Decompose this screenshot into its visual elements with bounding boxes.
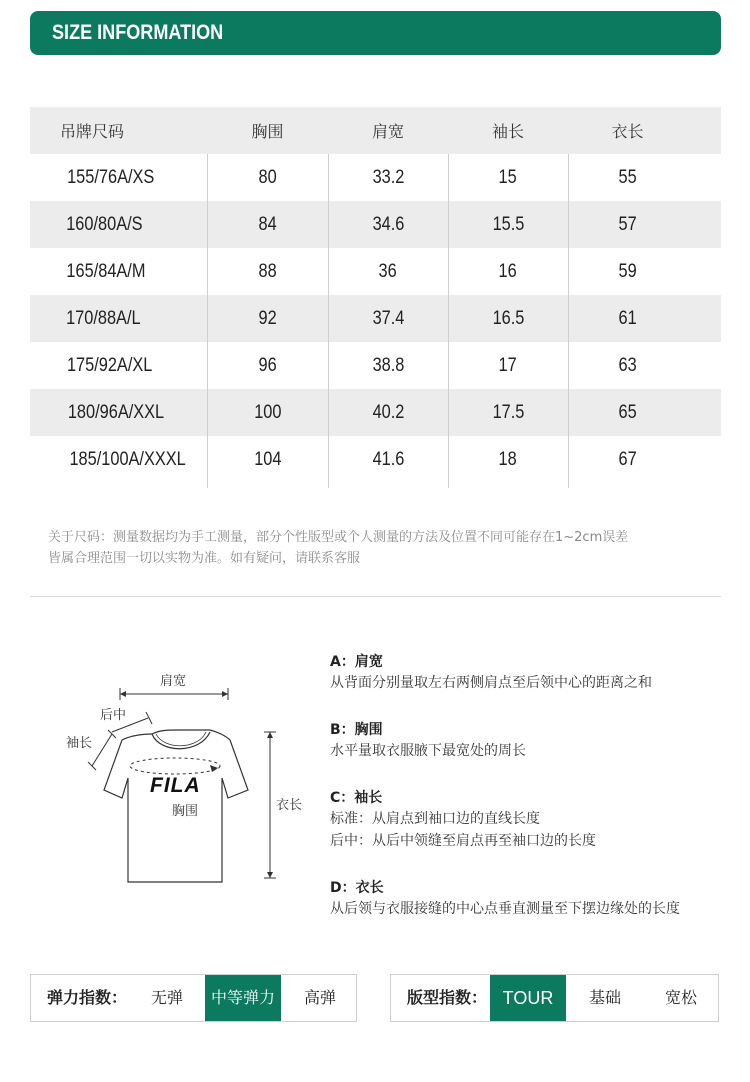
column-header-chest: 胸围: [251, 122, 284, 141]
elasticity-label: 弹力指数：: [47, 988, 128, 1007]
table-row: [30, 248, 721, 295]
description-line: 后中：从后中领缝至肩点再至袖口边的长度: [330, 833, 596, 849]
tshirt-measurement-diagram: [60, 660, 320, 900]
table-cell-sleeve: 15.5: [492, 213, 524, 235]
table-cell-length: 57: [618, 213, 637, 235]
table-row: [30, 342, 721, 389]
column-header-sleeve: 袖长: [491, 122, 524, 141]
table-cell-length: 61: [618, 307, 637, 329]
table-cell-shoulder: 41.6: [372, 448, 404, 470]
table-header-row: [30, 107, 721, 154]
table-cell-length: 63: [618, 354, 637, 376]
description-title: B：胸围: [330, 722, 383, 738]
sleeve-length-label: 袖长: [66, 736, 93, 751]
elasticity-option-none: 无弹: [150, 988, 183, 1007]
size-note-line: 皆属合理范围一切以实物为准。如有疑问，请联系客服: [48, 551, 361, 566]
column-divider: [328, 154, 329, 488]
column-divider: [448, 154, 449, 488]
table-cell-shoulder: 38.8: [372, 354, 404, 376]
column-header-tag-size: 吊牌尺码: [60, 122, 125, 141]
table-cell-size: 175/92A/XL: [66, 354, 153, 376]
fit-label: 版型指数：: [407, 988, 488, 1007]
table-row: [30, 389, 721, 436]
table-cell-shoulder: 33.2: [372, 166, 404, 188]
table-row: [30, 295, 721, 342]
table-cell-chest: 80: [258, 166, 277, 188]
description-line: 从后领与衣服接缝的中心点垂直测量至下摆边缘处的长度: [330, 901, 680, 917]
section-divider: [30, 596, 721, 597]
table-cell-length: 65: [618, 401, 637, 423]
table-cell-shoulder: 34.6: [372, 213, 404, 235]
size-information-header: [30, 11, 721, 55]
table-cell-size: 180/96A/XXL: [67, 401, 165, 423]
column-header-shoulder: 肩宽: [371, 122, 404, 141]
size-table: [30, 107, 721, 483]
table-cell-sleeve: 17.5: [492, 401, 524, 423]
elasticity-option-high: 高弹: [303, 988, 336, 1007]
elasticity-option-medium: 中等弹力: [205, 975, 281, 1021]
table-cell-shoulder: 36: [378, 260, 398, 282]
body-length-label: 衣长: [276, 798, 303, 813]
column-divider: [568, 154, 569, 488]
elasticity-index: [30, 974, 357, 1022]
description-chest: [330, 720, 740, 762]
description-sleeve: [330, 788, 740, 852]
size-note: [48, 527, 728, 569]
table-cell-length: 55: [618, 166, 637, 188]
description-title: C：袖长: [330, 790, 383, 806]
table-cell-size: 185/100A/XXXL: [69, 448, 186, 470]
table-cell-chest: 100: [253, 401, 282, 423]
fit-index: [390, 974, 719, 1022]
description-shoulder: [330, 652, 740, 694]
description-line: 标准：从肩点到袖口边的直线长度: [330, 811, 540, 827]
fila-logo: FILA: [150, 774, 201, 797]
size-note-line: 关于尺码：测量数据均为手工测量，部分个性版型或个人测量的方法及位置不同可能存在1~2cm误差: [48, 530, 629, 545]
chest-label: 胸围: [172, 804, 199, 819]
table-cell-shoulder: 40.2: [372, 401, 404, 423]
table-row: [30, 201, 721, 248]
header-title: SIZE INFORMATION: [52, 21, 224, 44]
description-title: A：肩宽: [330, 654, 383, 670]
description-line: 从背面分别量取左右两侧肩点至后领中心的距离之和: [330, 675, 652, 691]
table-cell-sleeve: 15: [498, 166, 518, 188]
table-cell-chest: 104: [253, 448, 282, 470]
shoulder-width-label: 肩宽: [160, 674, 187, 689]
table-cell-length: 67: [618, 448, 637, 470]
fit-option-loose: 宽松: [664, 988, 697, 1007]
table-cell-size: 165/84A/M: [66, 260, 146, 282]
fit-option-tour: TOUR: [490, 975, 566, 1021]
table-cell-sleeve: 16.5: [492, 307, 524, 329]
table-cell-size: 155/76A/XS: [67, 166, 155, 188]
table-cell-size: 160/80A/S: [66, 213, 143, 235]
table-cell-chest: 92: [258, 307, 277, 329]
table-cell-length: 59: [618, 260, 637, 282]
description-title: D：衣长: [330, 880, 384, 896]
column-header-length: 衣长: [611, 122, 644, 141]
table-cell-chest: 88: [258, 260, 277, 282]
table-row: [30, 436, 721, 483]
description-length: [330, 878, 740, 920]
table-cell-chest: 96: [258, 354, 277, 376]
fit-option-basic: 基础: [588, 988, 621, 1007]
table-cell-shoulder: 37.4: [372, 307, 404, 329]
column-divider: [207, 154, 208, 488]
description-line: 水平量取衣服腋下最宽处的周长: [330, 743, 526, 759]
table-cell-sleeve: 17: [498, 354, 518, 376]
back-center-label: 后中: [100, 708, 127, 723]
table-cell-sleeve: 16: [498, 260, 518, 282]
table-cell-size: 170/88A/L: [66, 307, 141, 329]
table-cell-sleeve: 18: [498, 448, 518, 470]
table-cell-chest: 84: [258, 213, 277, 235]
table-row: [30, 154, 721, 201]
